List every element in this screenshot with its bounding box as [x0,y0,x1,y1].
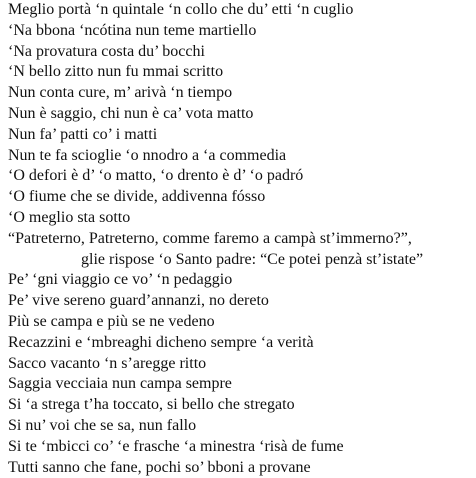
text-line: ‘N bello zitto nun fu mmai scritto [8,63,224,81]
text-line: Meglio portà ‘n quintale ‘n collo che du’ etti ‘n cuglio [8,1,354,18]
text-line: Sacco vacanto ‘n s’aregge ritto [8,354,207,372]
text-line: Saggia vecciaia nun campa sempre [8,375,232,393]
text-line: Più se campa e più se ne vedeno [8,312,215,330]
text-line: ‘Na bbona ‘ncótina nun teme martiello [8,21,257,39]
text-line: ‘Na provatura costa du’ bocchi [8,42,205,60]
text-line: Nun è saggio, chi nun è ca’ vota matto [8,104,254,122]
text-line: Si ‘a strega t’ha toccato, si bello che stregato [8,396,295,414]
text-line: Pe’ ‘gni viaggio ce vo’ ‘n pedaggio [8,271,233,289]
text-line: Nun fa’ patti co’ i matti [8,125,158,143]
text-line: Si nu’ voi che se sa, nun fallo [8,416,197,434]
text-line-indented: glie rispose ‘o Santo padre: “Ce potei penzà st’istate” [81,250,424,268]
text-line: Tutti sanno che fane, pochi so’ bboni a provane [8,458,311,476]
text-line: ‘O defori è d’ ‘o matto, ‘o drento è d’ ‘o padró [8,167,304,185]
text-line: Recazzini e ‘mbreaghi dicheno sempre ‘a verità [8,333,314,351]
text-line: “Patreterno, Patreterno, comme faremo a campà st’immerno?”, [8,229,412,247]
text-line: Si te ‘mbicci co’ ‘e frasche ‘a minestra ‘risà de fume [8,437,344,455]
text-line: Nun te fa scioglie ‘o nnodro a ‘a commedia [8,146,287,164]
proverbs-text [8,0,472,478]
text-line: Nun conta cure, m’ arivà ‘n tiempo [8,84,233,102]
text-line: ‘O meglio sta sotto [8,208,131,226]
text-line: ‘O fiume che se divide, addivenna fósso [8,188,266,206]
text-line: Pe’ vive sereno guard’annanzi, no dereto [8,292,269,310]
